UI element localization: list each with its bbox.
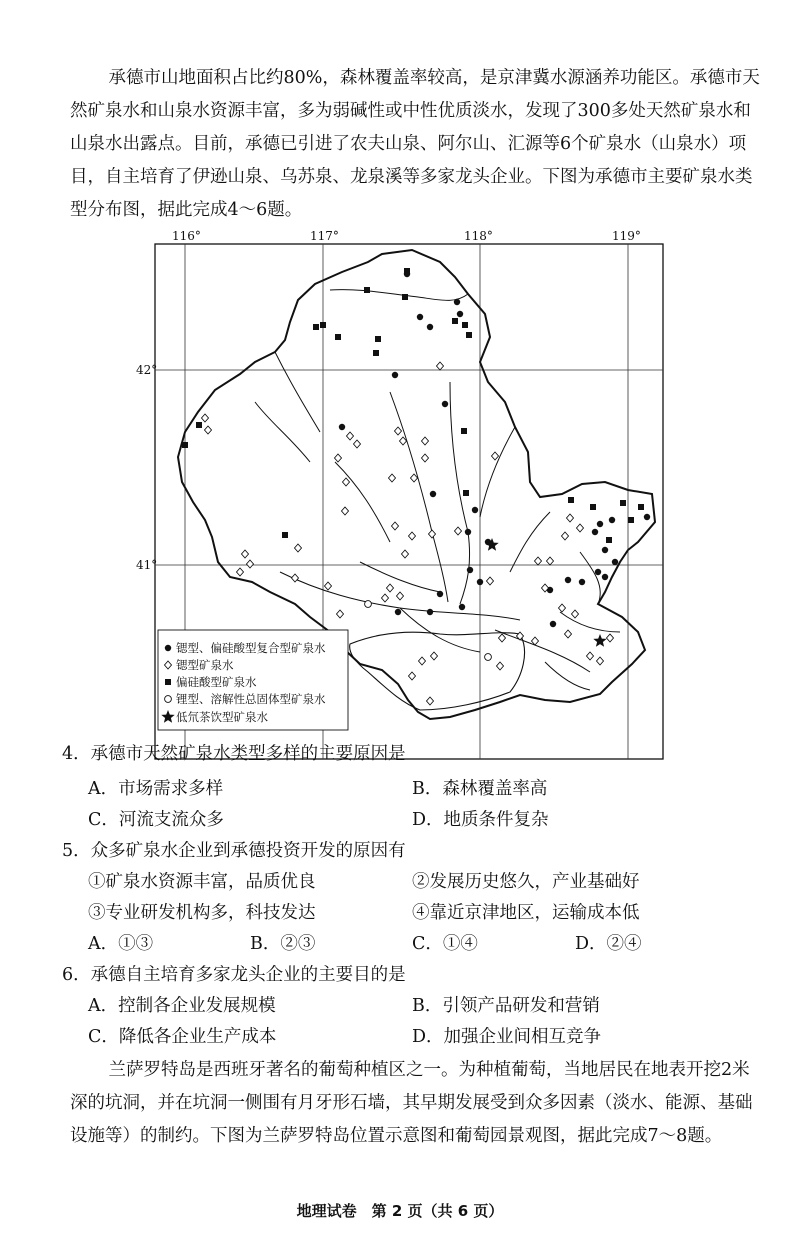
lon-label: 116°: [172, 229, 201, 243]
river: [400, 608, 480, 652]
river: [360, 562, 440, 592]
river: [275, 352, 320, 432]
map-legend: [158, 630, 348, 730]
passage-1: 承德市山地面积占比约80%，森林覆盖率较高，是京津冀水源涵养功能区。承德市天然矿泉水和山泉水资源丰富，多为弱碱性或中性优质淡水，发现了300多处天然矿泉水和山泉水出露点。目前，承德已引进了农夫山泉、阿尔山、汇源等6个矿泉水（山泉水）项目，自主培育了伊逊山泉、乌苏泉、龙泉溪等多家龙头企业。下图为承德市主要矿泉水类型分布图，据此完成4～6题。: [70, 68, 760, 220]
q4-option-b: B．森林覆盖率高: [412, 779, 548, 799]
q5-option-a: A．①③: [88, 934, 154, 954]
q5-statement-3: ③专业研发机构多，科技发达: [88, 903, 316, 923]
star-markers: [485, 538, 606, 647]
legend-label: 锂型、溶解性总固体型矿泉水: [176, 692, 326, 706]
q5-option-c: C．①④: [412, 934, 478, 954]
q6-option-a: A．控制各企业发展规模: [88, 996, 276, 1016]
river: [495, 630, 590, 672]
question-5-stem: 5．众多矿泉水企业到承德投资开发的原因有: [62, 841, 406, 861]
q4-option-a: A．市场需求多样: [88, 779, 224, 799]
river: [335, 462, 390, 542]
q5-statement-4: ④靠近京津地区，运输成本低: [412, 903, 640, 923]
river: [580, 552, 600, 604]
question-4-stem: 4．承德市天然矿泉水类型多样的主要原因是: [62, 744, 406, 764]
lon-label: 119°: [612, 229, 641, 243]
lat-label: 42°: [136, 363, 158, 377]
lat-label: 41°: [136, 558, 158, 572]
legend-square-icon: [165, 679, 171, 685]
q5-option-d: D．②④: [575, 934, 642, 954]
q4-option-d: D．地质条件复杂: [412, 810, 549, 830]
river: [510, 512, 550, 572]
river: [480, 427, 515, 517]
legend-filled-circle-icon: [165, 645, 171, 651]
q6-option-c: C．降低各企业生产成本: [88, 1027, 277, 1047]
q5-option-b: B．②③: [250, 934, 316, 954]
river: [545, 662, 590, 690]
lon-label: 118°: [464, 229, 493, 243]
river: [560, 612, 620, 632]
passage-2: 兰萨罗特岛是西班牙著名的葡萄种植区之一。为种植葡萄，当地居民在地表开挖2米深的坑洞，并在坑洞一侧围有月牙形石墙，其早期发展受到众多因素（淡水、能源、基础设施等）的制约。下图为兰萨罗特岛位置示意图和葡萄园景观图，据此完成7～8题。: [70, 1060, 753, 1146]
map-svg: [136, 229, 670, 762]
legend-label: 偏硅酸型矿泉水: [176, 675, 257, 689]
mineral-water-map: [136, 229, 670, 762]
q6-option-d: D．加强企业间相互竞争: [412, 1027, 602, 1047]
legend-label: 锶型矿泉水: [176, 658, 234, 672]
page-footer: 地理试卷 第 2 页（共 6 页）: [296, 1202, 504, 1220]
river: [255, 402, 310, 462]
river: [330, 290, 468, 301]
filled-square-markers: [182, 268, 644, 543]
legend-label: 锶型、偏硅酸型复合型矿泉水: [176, 641, 326, 655]
river: [390, 392, 448, 602]
q5-statement-2: ②发展历史悠久，产业基础好: [412, 872, 640, 892]
legend-hollow-circle-icon: [165, 696, 172, 703]
q5-statement-1: ①矿泉水资源丰富，品质优良: [88, 872, 316, 892]
q6-option-b: B．引领产品研发和营销: [412, 996, 600, 1016]
wetland-region: [350, 632, 525, 710]
lon-label: 117°: [310, 229, 339, 243]
legend-label: 低氘茶饮型矿泉水: [176, 710, 268, 724]
question-6-stem: 6．承德自主培育多家龙头企业的主要目的是: [62, 965, 406, 985]
q4-option-c: C．河流支流众多: [88, 810, 224, 830]
